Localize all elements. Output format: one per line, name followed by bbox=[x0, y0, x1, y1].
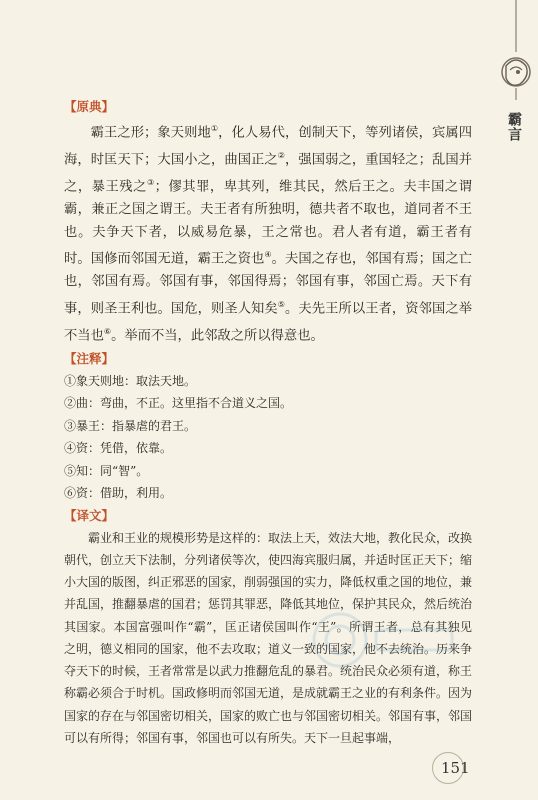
dragon-ornament-icon bbox=[494, 0, 538, 170]
original-text-segment: ，化人易代，创制天下，等列诸侯，宾属四海，时匡天下；大国小之，曲国正之 bbox=[64, 125, 473, 168]
footnote-marker: ③ bbox=[146, 178, 155, 188]
note-item: ⑥资：借助，利用。 bbox=[64, 486, 173, 501]
note-item: ④资：凭借，依靠。 bbox=[64, 441, 173, 456]
note-item: ①象天则地：取法天地。 bbox=[64, 373, 197, 388]
notes-list bbox=[64, 370, 472, 505]
section-label-original: 【原典】 bbox=[64, 99, 115, 114]
watermark-logo-icon bbox=[300, 600, 460, 680]
footnote-marker: ① bbox=[210, 124, 219, 133]
original-text-segment: 。举而不当，此邻敌之所以得意也。 bbox=[111, 328, 324, 344]
page-number: 151 bbox=[441, 759, 470, 777]
footnote-marker: ⑤ bbox=[277, 299, 286, 309]
footnote-marker: ② bbox=[277, 151, 286, 161]
original-text-segment: 。夫先王所以王者，资邻国之举不当也 bbox=[64, 301, 473, 344]
original-text-segment: ；僇其罪，卑其列，维其民，然后王之。夫丰国之谓霸，兼正之国之谓王。夫王者有所独明，德共者不取也，道同者不王也。夫争天下者，以威易危暴，王之常也。君人者有道，霸王者有时。国修而邻国无道，霸王之资也 bbox=[64, 179, 473, 267]
original-text bbox=[64, 118, 472, 348]
section-label-translation: 【译文】 bbox=[64, 507, 115, 523]
note-item: ⑤知：同“智”。 bbox=[64, 463, 149, 478]
original-text-segment: ，强国弱之，重国轻之；乱国并之，暴王残之 bbox=[64, 152, 473, 195]
section-label-notes: 【注释】 bbox=[64, 350, 115, 366]
running-head-title: 霸言 bbox=[506, 112, 522, 142]
footnote-marker: ⑥ bbox=[103, 326, 112, 336]
original-text-segment: 霸王之形；象天则地 bbox=[90, 125, 211, 141]
note-item: ②曲：弯曲，不正。这里指不合道义之国。 bbox=[64, 396, 293, 411]
original-text-segment: 。夫国之存也，邻国有焉；国之亡也，邻国有焉。邻国有事，邻国得焉；邻国有事，邻国亡焉。天下有事，则圣王利也。国危，则圣人知矣 bbox=[64, 251, 473, 317]
note-item: ③暴王：指暴虐的君王。 bbox=[64, 418, 197, 433]
footnote-marker: ④ bbox=[264, 250, 272, 260]
translation-text: 霸业和王业的规模形势是这样的：取法上天，效法大地，教化民众，改换朝代，创立天下法制，分列诸侯等次，使四海宾服归属，并适时匡正天下；缩小大国的版图，纠正邪恶的国家，削弱强国的实力，降低权重之国的地位，兼并乱国，推翻暴虐的国君；惩罚其罪恶，降低其地位，保护其民众，然后统治其国家。本国富强叫作“霸”，匡正诸侯国叫作“王”。所谓王者，总有其独见之明，德义相同的国家，他不去攻取；道义一致的国家，他不去统治。历来争夺天下的时候，王者常常是以武力推翻危乱的暴君。统治民众必须有道，称王称霸必须合于时机。国政修明而邻国无道，是成就霸王之业的有利条件。因为国家的存在与邻国密切相关，国家的败亡也与邻国密切相关。邻国有事，邻国可以有所得；邻国有事，邻国也可以有所失。天下一旦起事端， bbox=[64, 530, 473, 745]
